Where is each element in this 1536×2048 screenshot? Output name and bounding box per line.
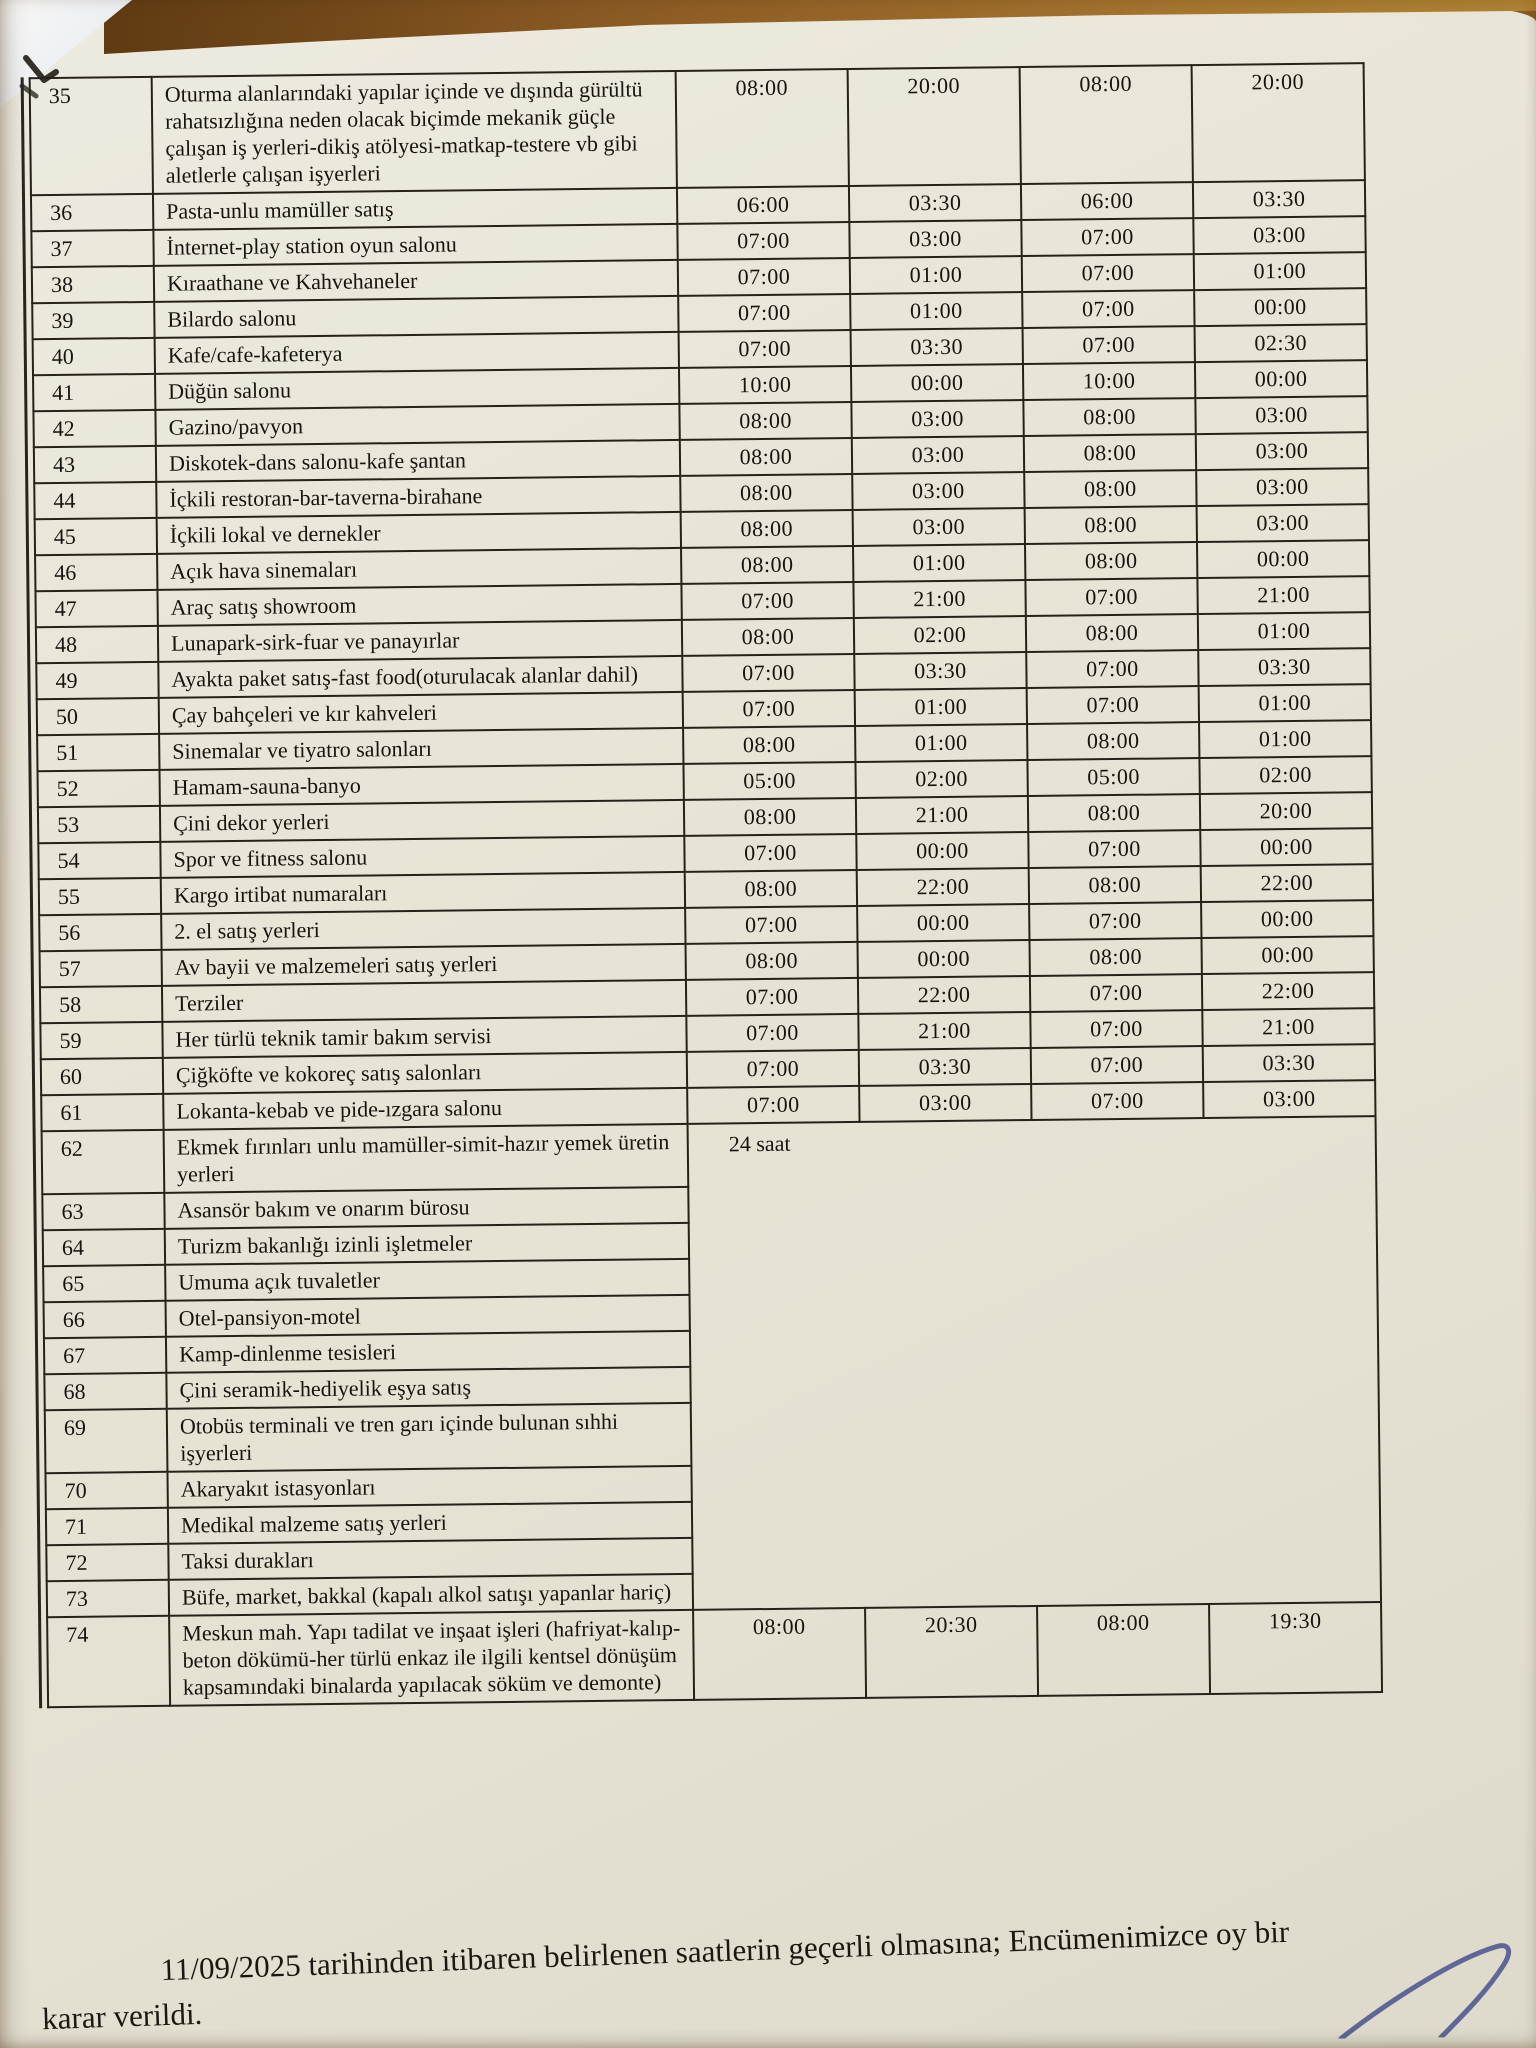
business-name-cell: Diskotek-dans salonu-kafe şantan <box>156 440 680 482</box>
business-name-cell: Çiğköfte ve kokoreç satış salonları <box>163 1052 687 1094</box>
time-cell: 06:00 <box>1021 182 1193 220</box>
business-name-cell: Ayakta paket satış-fast food(oturulacak alanlar dahil) <box>158 656 682 698</box>
time-cell: 21:00 <box>853 580 1025 618</box>
time-cell: 03:00 <box>1203 1080 1375 1118</box>
time-cell: 00:00 <box>1195 360 1367 398</box>
decision-line-2: karar verildi. <box>41 1995 203 2037</box>
row-number-cell: 38 <box>32 266 154 303</box>
business-name-cell: Otel-pansiyon-motel <box>166 1295 690 1337</box>
time-cell: 00:00 <box>857 940 1029 978</box>
time-cell: 22:00 <box>857 868 1029 906</box>
time-cell: 20:00 <box>1200 792 1372 830</box>
row-number-cell: 66 <box>44 1301 166 1338</box>
row-number-cell: 58 <box>40 986 162 1023</box>
business-name-cell: Ekmek fırınları unlu mamüller-simit-hazır yemek üretin yerleri <box>164 1124 689 1193</box>
time-cell: 10:00 <box>1023 362 1195 400</box>
time-cell: 08:00 <box>1020 65 1193 184</box>
row-number-cell: 70 <box>45 1472 167 1509</box>
time-cell: 02:00 <box>855 760 1027 798</box>
row-number-cell: 52 <box>38 770 160 807</box>
business-name-cell: Kıraathane ve Kahvehaneler <box>154 260 678 302</box>
row-number-cell: 74 <box>47 1616 170 1707</box>
business-name-cell: Spor ve fitness salonu <box>160 836 684 878</box>
time-cell: 03:00 <box>1195 396 1367 434</box>
time-cell: 21:00 <box>1202 1008 1374 1046</box>
time-cell: 08:00 <box>1026 614 1198 652</box>
time-cell: 08:00 <box>683 726 855 764</box>
time-cell: 03:30 <box>1203 1044 1375 1082</box>
time-cell: 20:00 <box>848 67 1021 186</box>
time-cell: 07:00 <box>686 1014 858 1052</box>
time-cell: 21:00 <box>856 796 1028 834</box>
business-name-cell: Lokanta-kebab ve pide-ızgara salonu <box>163 1088 687 1130</box>
business-name-cell: Av bayii ve malzemeleri satış yerleri <box>162 944 686 986</box>
time-cell: 07:00 <box>1021 218 1193 256</box>
time-cell: 21:00 <box>1197 576 1369 614</box>
row-number-cell: 36 <box>31 194 153 231</box>
time-cell: 05:00 <box>1027 758 1199 796</box>
row-number-cell: 54 <box>38 842 160 879</box>
business-name-cell: Hamam-sauna-banyo <box>160 764 684 806</box>
decision-line-1: 11/09/2025 tarihinden itibaren belirlenen saatlerin geçerli olmasına; Encümenimizce oy bir <box>159 1913 1290 1988</box>
business-name-cell: Her türlü teknik tamir bakım servisi <box>162 1016 686 1058</box>
row-number-cell: 63 <box>42 1193 164 1230</box>
business-name-cell: 2. el satış yerleri <box>161 908 685 950</box>
time-cell: 07:00 <box>1025 578 1197 616</box>
time-cell: 07:00 <box>1028 830 1200 868</box>
time-cell: 07:00 <box>1022 254 1194 292</box>
time-cell: 01:00 <box>1198 612 1370 650</box>
time-cell: 01:00 <box>850 292 1022 330</box>
row-number-cell: 41 <box>33 374 155 411</box>
time-cell: 08:00 <box>1028 794 1200 832</box>
time-cell: 07:00 <box>1030 1010 1202 1048</box>
signature-stroke <box>1332 1938 1536 2038</box>
time-cell: 00:00 <box>1201 900 1373 938</box>
business-name-cell: İçkili lokal ve dernekler <box>157 512 681 554</box>
time-cell: 08:00 <box>1027 722 1199 760</box>
time-cell: 07:00 <box>1029 902 1201 940</box>
time-cell: 08:00 <box>685 870 857 908</box>
time-cell: 03:00 <box>852 436 1024 474</box>
business-name-cell: Çini dekor yerleri <box>160 800 684 842</box>
row-number-cell: 61 <box>41 1094 163 1131</box>
business-name-cell: Çini seramik-hediyelik eşya satış <box>166 1367 690 1409</box>
row-number-cell: 67 <box>44 1337 166 1374</box>
row-number-cell: 68 <box>44 1373 166 1410</box>
row-number-cell: 69 <box>45 1409 168 1473</box>
time-cell: 00:00 <box>851 364 1023 402</box>
time-cell: 10:00 <box>679 366 851 404</box>
time-cell: 06:00 <box>677 186 849 224</box>
time-cell: 08:00 <box>681 546 853 584</box>
time-cell: 19:30 <box>1209 1602 1382 1694</box>
time-cell: 08:00 <box>680 438 852 476</box>
time-cell: 07:00 <box>1031 1046 1203 1084</box>
time-cell: 07:00 <box>1022 290 1194 328</box>
business-name-cell: İçkili restoran-bar-taverna-birahane <box>156 476 680 518</box>
time-cell: 03:00 <box>1193 216 1365 254</box>
row-number-cell: 53 <box>38 806 160 843</box>
time-cell: 01:00 <box>850 256 1022 294</box>
time-cell: 03:00 <box>859 1084 1031 1122</box>
table-row <box>30 63 1365 195</box>
time-cell: 00:00 <box>1197 540 1369 578</box>
time-cell: 07:00 <box>678 294 850 332</box>
time-cell: 07:00 <box>686 978 858 1016</box>
row-number-cell: 44 <box>34 482 156 519</box>
business-name-cell: Medikal malzeme satış yerleri <box>168 1502 692 1544</box>
row-number-cell: 57 <box>40 950 162 987</box>
time-cell: 03:00 <box>849 220 1021 258</box>
time-cell: 03:00 <box>851 400 1023 438</box>
row-number-cell: 42 <box>33 410 155 447</box>
row-number-cell: 35 <box>30 77 153 195</box>
row-number-cell: 43 <box>34 446 156 483</box>
time-cell: 00:00 <box>856 832 1028 870</box>
time-cell: 07:00 <box>684 834 856 872</box>
time-cell: 07:00 <box>1027 686 1199 724</box>
time-cell: 22:00 <box>1202 972 1374 1010</box>
time-cell: 03:30 <box>854 652 1026 690</box>
time-cell: 00:00 <box>1194 288 1366 326</box>
business-name-cell: Kargo irtibat numaraları <box>161 872 685 914</box>
time-cell: 00:00 <box>857 904 1029 942</box>
time-cell: 07:00 <box>687 1086 859 1124</box>
time-cell: 08:00 <box>676 69 849 188</box>
business-name-cell: Sinemalar ve tiyatro salonları <box>159 728 683 770</box>
time-cell: 08:00 <box>1029 866 1201 904</box>
business-name-cell: Açık hava sinemaları <box>157 548 681 590</box>
row-number-cell: 71 <box>46 1508 168 1545</box>
time-cell: 07:00 <box>1031 1082 1203 1120</box>
row-number-cell: 73 <box>47 1580 169 1617</box>
time-cell: 08:00 <box>1029 938 1201 976</box>
row-number-cell: 65 <box>43 1265 165 1302</box>
row-number-cell: 64 <box>43 1229 165 1266</box>
business-name-cell: Bilardo salonu <box>154 296 678 338</box>
business-name-cell: Araç satış showroom <box>157 584 681 626</box>
time-cell: 07:00 <box>1026 650 1198 688</box>
time-cell: 07:00 <box>678 258 850 296</box>
time-cell: 08:00 <box>684 798 856 836</box>
business-name-cell: Büfe, market, bakkal (kapalı alkol satışı yapanlar hariç) <box>169 1574 693 1616</box>
business-name-cell: Taksi durakları <box>168 1538 692 1580</box>
time-cell: 07:00 <box>687 1050 859 1088</box>
time-cell: 07:00 <box>685 906 857 944</box>
time-cell: 08:00 <box>1025 542 1197 580</box>
time-cell: 03:30 <box>859 1048 1031 1086</box>
time-cell: 20:00 <box>1192 63 1365 182</box>
row-number-cell: 72 <box>46 1544 168 1581</box>
time-cell: 07:00 <box>683 690 855 728</box>
row-number-cell: 60 <box>41 1058 163 1095</box>
time-cell: 03:00 <box>1196 468 1368 506</box>
row-number-cell: 59 <box>40 1022 162 1059</box>
business-name-cell: Kafe/cafe-kafeterya <box>155 332 679 374</box>
time-cell: 08:00 <box>1024 434 1196 472</box>
row-number-cell: 51 <box>37 734 159 771</box>
business-name-cell: Akaryakıt istasyonları <box>167 1466 691 1508</box>
time-cell: 01:00 <box>1199 720 1371 758</box>
time-cell: 21:00 <box>858 1012 1030 1050</box>
time-cell: 08:00 <box>686 942 858 980</box>
time-cell: 02:30 <box>1195 324 1367 362</box>
row-number-cell: 47 <box>35 590 157 627</box>
row-number-cell: 40 <box>33 338 155 375</box>
time-cell: 07:00 <box>681 582 853 620</box>
table-row <box>47 1602 1382 1707</box>
time-cell: 08:00 <box>693 1608 866 1700</box>
time-cell: 01:00 <box>1194 252 1366 290</box>
time-cell: 03:30 <box>1198 648 1370 686</box>
business-name-cell: Gazino/pavyon <box>155 404 679 446</box>
time-cell: 07:00 <box>679 330 851 368</box>
row-number-cell: 55 <box>39 878 161 915</box>
time-cell: 08:00 <box>679 402 851 440</box>
time-cell: 03:00 <box>1196 432 1368 470</box>
business-name-cell: Lunapark-sirk-fuar ve panayırlar <box>158 620 682 662</box>
business-name-cell: Turizm bakanlığı izinli işletmeler <box>165 1223 689 1265</box>
row-number-cell: 45 <box>35 518 157 555</box>
row-number-cell: 46 <box>35 554 157 591</box>
time-cell: 01:00 <box>853 544 1025 582</box>
time-cell: 00:00 <box>1201 936 1373 974</box>
time-cell: 08:00 <box>681 510 853 548</box>
time-cell: 00:00 <box>1200 828 1372 866</box>
time-cell: 22:00 <box>858 976 1030 1014</box>
row-number-cell: 49 <box>36 662 158 699</box>
business-name-cell: İnternet-play station oyun salonu <box>153 224 677 266</box>
time-cell: 05:00 <box>683 762 855 800</box>
time-cell: 22:00 <box>1201 864 1373 902</box>
row-number-cell: 56 <box>39 914 161 951</box>
time-cell: 07:00 <box>1023 326 1195 364</box>
time-cell: 02:00 <box>854 616 1026 654</box>
table-body <box>30 63 1382 1707</box>
row-number-cell: 48 <box>36 626 158 663</box>
time-cell: 08:00 <box>682 618 854 656</box>
time-cell: 20:30 <box>865 1606 1038 1698</box>
business-name-cell: Otobüs terminali ve tren garı içinde bulunan sıhhi işyerleri <box>167 1403 692 1472</box>
row-number-cell: 39 <box>32 302 154 339</box>
time-cell: 08:00 <box>680 474 852 512</box>
row-number-cell: 37 <box>31 230 153 267</box>
time-cell: 07:00 <box>1030 974 1202 1012</box>
time-cell: 08:00 <box>1037 1604 1210 1696</box>
time-cell: 08:00 <box>1023 398 1195 436</box>
business-name-cell: Umuma açık tuvaletler <box>165 1259 689 1301</box>
time-cell: 03:00 <box>852 472 1024 510</box>
time-cell: 03:30 <box>1193 180 1365 218</box>
time-cell: 03:00 <box>853 508 1025 546</box>
time-cell: 02:00 <box>1199 756 1371 794</box>
time-cell: 08:00 <box>1024 470 1196 508</box>
business-name-cell: Oturma alanlarındaki yapılar içinde ve dışında gürültü rahatsızlığına neden olacak biçimde mekanik güçle çalışan iş yerleri-dikiş atölyesi-matkap-testere vb gibi aletlerle çalışan işyerleri <box>152 71 677 194</box>
time-cell: 03:30 <box>849 184 1021 222</box>
business-name-cell: Meskun mah. Yapı tadilat ve inşaat işleri (hafriyat-kalıp-beton dökümü-her türlü enkaz ile ilgili kentsel dönüşüm kapsamındaki binalarda yapılacak söküm ve demonte) <box>169 1610 694 1706</box>
row-number-cell: 62 <box>42 1130 165 1194</box>
decision-text <box>40 1891 1536 2041</box>
time-cell: 01:00 <box>855 724 1027 762</box>
business-name-cell: Düğün salonu <box>155 368 679 410</box>
time-cell: 08:00 <box>1025 506 1197 544</box>
time-cell: 01:00 <box>855 688 1027 726</box>
business-name-cell: Çay bahçeleri ve kır kahveleri <box>159 692 683 734</box>
business-hours-table <box>29 62 1383 1708</box>
row-number-cell: 50 <box>37 698 159 735</box>
all-day-cell: 24 saat <box>688 1116 1381 1610</box>
time-cell: 01:00 <box>1199 684 1371 722</box>
table-wrapper <box>21 62 1377 1708</box>
time-cell: 07:00 <box>677 222 849 260</box>
business-name-cell: Terziler <box>162 980 686 1022</box>
time-cell: 03:00 <box>1197 504 1369 542</box>
time-cell: 03:30 <box>851 328 1023 366</box>
time-cell: 07:00 <box>682 654 854 692</box>
business-name-cell: Asansör bakım ve onarım bürosu <box>164 1187 688 1229</box>
business-name-cell: Kamp-dinlenme tesisleri <box>166 1331 690 1373</box>
business-name-cell: Pasta-unlu mamüller satış <box>153 188 677 230</box>
